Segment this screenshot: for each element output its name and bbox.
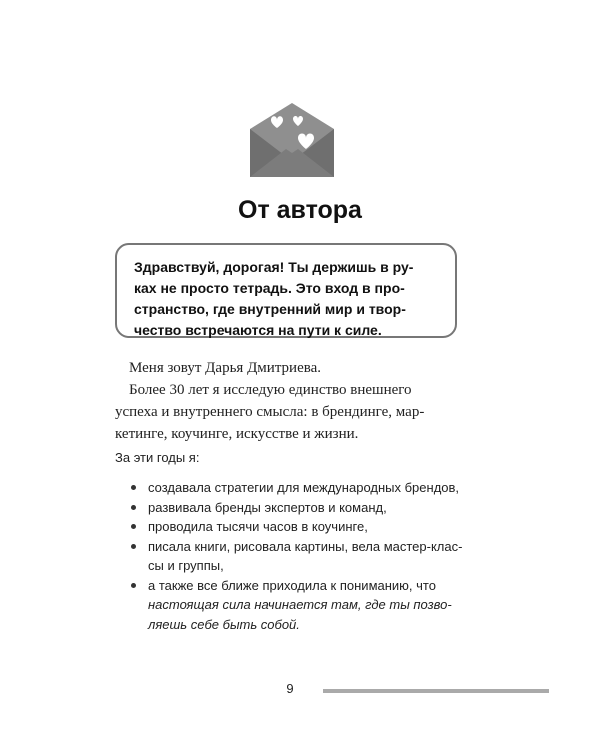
list-item: развивала бренды экспертов и команд, xyxy=(131,498,471,518)
callout-line: чество встречаются на пути к силе. xyxy=(134,322,382,338)
intro-paragraph xyxy=(115,357,465,445)
bullet-icon xyxy=(131,485,136,490)
bullet-icon xyxy=(131,583,136,588)
callout-line: Здравствуй, дорогая! Ты держишь в ру- xyxy=(134,259,414,275)
envelope-hearts-icon xyxy=(246,99,338,179)
list-item: проводила тысячи часов в коучинге, xyxy=(131,517,471,537)
bullet-icon xyxy=(131,505,136,510)
intro-line: кетинге, коучинге, искусстве и жизни. xyxy=(115,426,359,442)
callout-line: странство, где внутренний мир и твор- xyxy=(134,301,406,317)
footer-rule xyxy=(323,689,549,693)
greeting-callout xyxy=(115,243,457,338)
bullet-icon xyxy=(131,524,136,529)
intro-line: Меня зовут Дарья Дмитриева. xyxy=(129,360,322,376)
list-item: создавала стратегии для международных брендов, xyxy=(131,478,471,498)
intro-line: Более 30 лет я исследую единство внешнего xyxy=(129,382,412,398)
intro-line: успеха и внутреннего смысла: в брендинге, мар- xyxy=(115,404,425,420)
page-title: От автора xyxy=(238,196,362,224)
page-number: 9 xyxy=(286,681,294,696)
bullet-icon xyxy=(131,544,136,549)
list-item: писала книги, рисовала картины, вела мастер-клас- сы и группы, xyxy=(131,537,471,576)
callout-line: ках не просто тетрадь. Это вход в про- xyxy=(134,280,405,296)
list-item: а также все ближе приходила к пониманию, что настоящая сила начинается там, где ты позво- ляешь себе быть собой. xyxy=(131,576,471,635)
list-lead: За эти годы я: xyxy=(115,450,200,465)
achievements-list xyxy=(131,478,471,634)
